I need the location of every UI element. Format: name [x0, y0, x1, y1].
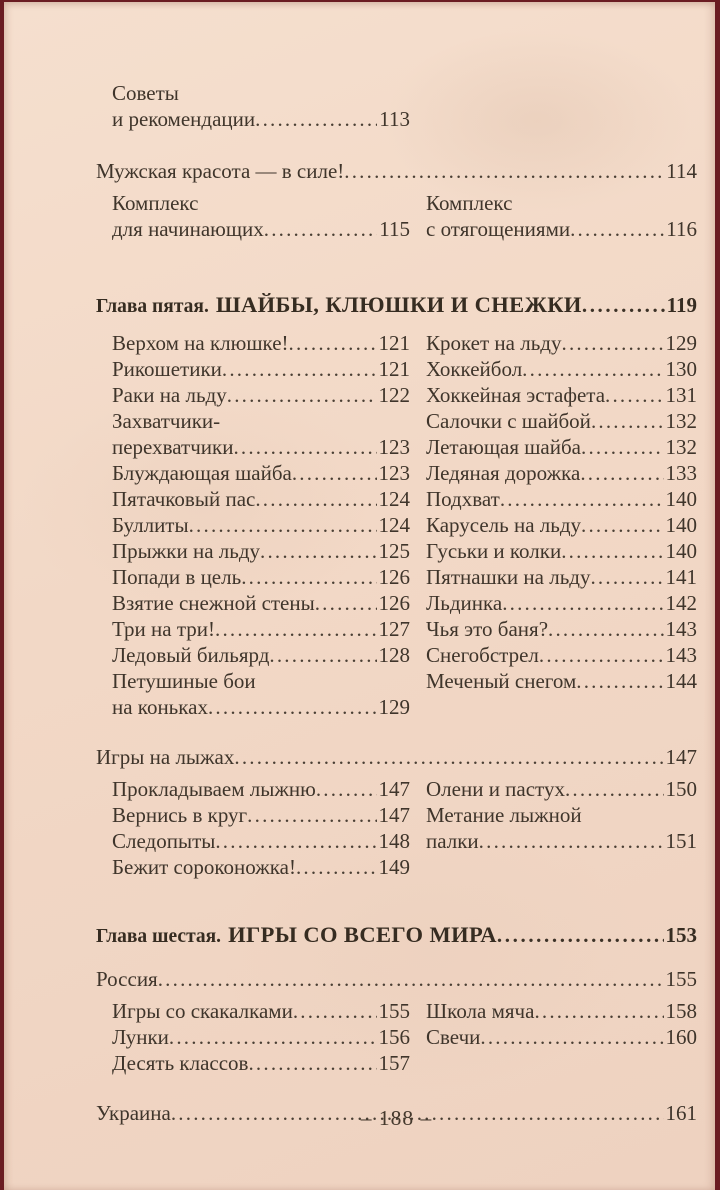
toc-entry	[426, 564, 697, 590]
page-footer	[96, 1106, 697, 1131]
toc-entry-page: 158	[665, 999, 697, 1023]
toc-entry-page: 140	[665, 487, 697, 511]
toc-entry-page: 149	[378, 855, 410, 879]
toc-section-row	[96, 966, 697, 993]
toc-entry-page: 124	[378, 487, 410, 511]
toc-entry-page: 132	[665, 435, 697, 459]
toc-entry	[112, 408, 410, 434]
toc-entry	[112, 1050, 410, 1076]
dot-leader	[480, 1024, 663, 1050]
toc-entry	[426, 382, 697, 408]
toc-entry	[426, 330, 697, 356]
dot-leader	[502, 590, 663, 616]
toc-entry-label: Метание лыжной	[426, 803, 582, 827]
page-number: – 188 –	[360, 1106, 433, 1130]
toc-entry-page: 151	[665, 829, 697, 853]
toc-entry-label: Летающая шайба	[426, 435, 581, 459]
toc-entry-page: 116	[666, 217, 697, 241]
toc-entry	[426, 356, 697, 382]
toc-entry-label: Рикошетики	[112, 357, 222, 381]
toc-columns	[96, 190, 697, 242]
toc-entry-page: 129	[378, 695, 410, 719]
toc-entry-label: Вернись в круг	[112, 803, 248, 827]
dot-leader	[227, 382, 377, 408]
toc-entry	[426, 538, 697, 564]
toc-entry	[426, 776, 697, 802]
toc-chapter	[96, 290, 697, 322]
toc-entry-page: 140	[665, 539, 697, 563]
dot-leader	[581, 434, 664, 460]
dot-leader	[591, 408, 664, 434]
toc-entry	[426, 434, 697, 460]
dot-leader	[234, 744, 663, 771]
toc-entry-page: 140	[665, 513, 697, 537]
toc-section	[96, 966, 697, 993]
toc-entry-label: Ледяная дорожка	[426, 461, 581, 485]
toc-entry-page: 144	[665, 669, 697, 693]
dot-leader	[565, 776, 664, 802]
toc-entry	[112, 802, 410, 828]
toc-entry	[426, 668, 697, 694]
dot-leader	[222, 356, 377, 382]
toc-entry-label: Хоккейная эстафета	[426, 383, 606, 407]
chapter-title: ШАЙБЫ, КЛЮШКИ И СНЕЖКИ	[215, 292, 582, 317]
toc-section-row-label: Украина	[96, 1101, 171, 1125]
toc-entry-label: Пятнашки на льду	[426, 565, 591, 589]
toc-entry	[112, 616, 410, 642]
toc-entry-page: 130	[665, 357, 697, 381]
toc-entry	[426, 828, 697, 854]
toc-entry-label: Крокет на льду	[426, 331, 562, 355]
toc-entry-label: Верхом на клюшке!	[112, 331, 289, 355]
toc-entry-label: Комплекс	[426, 191, 513, 215]
toc-entry-label: Свечи	[426, 1025, 481, 1049]
toc-column-left	[112, 776, 410, 880]
toc-entry	[112, 998, 410, 1024]
dot-leader	[264, 216, 378, 242]
dot-leader	[605, 382, 663, 408]
toc-entry-label: Раки на льду	[112, 383, 227, 407]
toc-entry-page: 160	[665, 1025, 697, 1049]
toc-entry	[112, 216, 410, 242]
dot-leader	[215, 616, 377, 642]
toc-entry-label: Ледовый бильярд	[112, 643, 270, 667]
toc-entry-label: Снегобстрел	[426, 643, 539, 667]
dot-leader	[255, 486, 376, 512]
dot-leader	[241, 564, 376, 590]
dot-leader	[292, 460, 377, 486]
toc-entry	[112, 590, 410, 616]
toc-chapter-row	[96, 290, 697, 322]
toc-columns	[96, 330, 697, 720]
toc-entry-page: 125	[378, 539, 410, 563]
toc-entry	[112, 382, 410, 408]
toc-entry-page: 131	[665, 383, 697, 407]
toc-column-right	[426, 330, 697, 720]
dot-leader	[562, 330, 664, 356]
toc-entry	[426, 616, 697, 642]
dot-leader	[479, 828, 664, 854]
toc-entry	[112, 538, 410, 564]
toc-entry	[112, 776, 410, 802]
toc-entry	[426, 190, 697, 216]
toc-entry-label: Салочки с шайбой	[426, 409, 591, 433]
toc-entry-label: Бежит сороконожка!	[112, 855, 296, 879]
chapter-page: 119	[666, 293, 697, 317]
toc-entry	[112, 80, 410, 106]
dot-leader	[293, 998, 377, 1024]
toc-column-left	[112, 80, 410, 132]
toc-section-row-page: 155	[665, 967, 697, 991]
chapter-prefix: Глава пятая.	[96, 296, 209, 317]
dot-leader	[581, 512, 663, 538]
toc-entry-page: 150	[665, 777, 697, 801]
toc-entry	[112, 486, 410, 512]
toc-entry-page: 133	[665, 461, 697, 485]
page-paper	[4, 2, 715, 1190]
toc-entry	[112, 356, 410, 382]
toc-entry-page: 121	[378, 331, 410, 355]
toc-entry-label: Буллиты	[112, 513, 189, 537]
dot-leader	[255, 106, 377, 132]
dot-leader	[208, 694, 377, 720]
dot-leader	[269, 642, 376, 668]
toc-entry	[112, 694, 410, 720]
toc-section-row	[96, 158, 697, 185]
dot-leader	[260, 538, 376, 564]
toc-entry	[426, 1024, 697, 1050]
dot-leader	[215, 828, 376, 854]
dot-leader	[561, 538, 663, 564]
toc-column-right	[426, 190, 697, 242]
toc-entry	[426, 512, 697, 538]
toc-entry-page: 123	[378, 461, 410, 485]
toc-entry-page: 124	[378, 513, 410, 537]
toc-entry-label: Петушиные бои	[112, 669, 256, 693]
toc-entry-label: Прокладываем лыжню	[112, 777, 316, 801]
toc-entry-label: Льдинка	[426, 591, 503, 615]
toc-column-right	[426, 998, 697, 1076]
toc-entry-label: Десять классов	[112, 1051, 249, 1075]
toc-chapter	[96, 920, 697, 952]
table-of-contents	[4, 80, 715, 1127]
toc-entry-label: палки	[426, 829, 479, 853]
toc-entry-label: Прыжки на льду	[112, 539, 261, 563]
toc-entry-page: 121	[378, 357, 410, 381]
toc-column-left	[112, 998, 410, 1076]
dot-leader	[158, 966, 664, 993]
toc-entry-label: Комплекс	[112, 191, 199, 215]
toc-entry	[426, 408, 697, 434]
dot-leader	[296, 854, 377, 880]
toc-section-row-page: 147	[665, 745, 697, 769]
toc-column-right	[426, 776, 697, 880]
dot-leader	[522, 356, 663, 382]
toc-entry	[112, 460, 410, 486]
toc-entry-page: 122	[378, 383, 410, 407]
toc-entry-page: 147	[378, 803, 410, 827]
toc-column-right	[426, 80, 697, 132]
chapter-page: 153	[665, 923, 697, 947]
dot-leader	[316, 776, 377, 802]
toc-entry-label: Взятие снежной стены	[112, 591, 315, 615]
toc-column-left	[112, 190, 410, 242]
toc-entry	[112, 854, 410, 880]
dot-leader	[233, 434, 376, 460]
chapter-prefix: Глава шестая.	[96, 926, 222, 947]
toc-entry-label: и рекомендации	[112, 107, 256, 131]
dot-leader	[247, 802, 376, 828]
dot-leader	[580, 460, 663, 486]
toc-entry-label: Меченый снегом	[426, 669, 577, 693]
toc-entry-label: Гуськи и колки	[426, 539, 562, 563]
dot-leader	[548, 616, 663, 642]
toc-section-row-label: Мужская красота — в силе!	[96, 159, 345, 183]
dot-leader	[534, 998, 663, 1024]
toc-entry-page: 126	[378, 591, 410, 615]
toc-entry-label: Попади в цель	[112, 565, 242, 589]
dot-leader	[169, 1024, 377, 1050]
toc-entry-label: Подхват	[426, 487, 500, 511]
toc-entry-label: перехватчики	[112, 435, 234, 459]
toc-entry-page: 123	[378, 435, 410, 459]
toc-chapter-row	[96, 920, 697, 952]
toc-entry-page: 127	[378, 617, 410, 641]
toc-section-row-page: 161	[665, 1101, 697, 1125]
toc-entry-label: Три на три!	[112, 617, 215, 641]
toc-column-left	[112, 330, 410, 720]
dot-leader	[570, 216, 664, 242]
toc-entry-page: 155	[378, 999, 410, 1023]
toc-entry-page: 129	[665, 331, 697, 355]
toc-entry	[112, 668, 410, 694]
toc-entry	[112, 330, 410, 356]
toc-entry-label: Карусель на льду	[426, 513, 582, 537]
dot-leader	[497, 920, 664, 950]
toc-section-row	[96, 744, 697, 771]
toc-entry-label: на коньках	[112, 695, 208, 719]
toc-entry-label: Советы	[112, 81, 179, 105]
toc-columns	[96, 80, 697, 132]
dot-leader	[576, 668, 663, 694]
toc-entry	[112, 512, 410, 538]
toc-section-row-label: Игры на лыжах	[96, 745, 235, 769]
toc-entry	[112, 434, 410, 460]
toc-entry	[426, 460, 697, 486]
toc-entry-label: Школа мяча	[426, 999, 535, 1023]
toc-blocks	[96, 80, 697, 1127]
dot-leader	[315, 590, 377, 616]
toc-entry-page: 156	[378, 1025, 410, 1049]
toc-entry-page: 128	[378, 643, 410, 667]
toc-entry-page: 143	[665, 643, 697, 667]
toc-entry-page: 147	[378, 777, 410, 801]
toc-entry	[426, 998, 697, 1024]
toc-entry	[426, 802, 697, 828]
dot-leader	[248, 1050, 376, 1076]
toc-entry-page: 126	[378, 565, 410, 589]
toc-entry-label: Следопыты	[112, 829, 216, 853]
chapter-title: ИГРЫ СО ВСЕГО МИРА	[228, 922, 497, 947]
toc-entry-label: Захватчики-	[112, 409, 221, 433]
toc-entry	[112, 828, 410, 854]
toc-entry-label: Олени и пастух	[426, 777, 565, 801]
toc-section-row-page: 114	[666, 159, 697, 183]
toc-entry	[112, 106, 410, 132]
toc-entry-label: Блуждающая шайба	[112, 461, 292, 485]
toc-entry	[112, 564, 410, 590]
toc-entry-label: с отягощениями	[426, 217, 571, 241]
toc-entry	[112, 642, 410, 668]
toc-entry-label: Игры со скакалками	[112, 999, 293, 1023]
dot-leader	[539, 642, 664, 668]
toc-entry-label: Лунки	[112, 1025, 169, 1049]
toc-section-row-label: Россия	[96, 967, 158, 991]
toc-entry	[426, 590, 697, 616]
toc-columns	[96, 998, 697, 1076]
toc-entry	[426, 486, 697, 512]
toc-entry-page: 143	[665, 617, 697, 641]
toc-entry-page: 141	[665, 565, 697, 589]
toc-entry-label: Хоккейбол	[426, 357, 523, 381]
toc-entry-page: 115	[379, 217, 410, 241]
dot-leader	[590, 564, 663, 590]
toc-entry-label: Пятачковый пас	[112, 487, 256, 511]
dot-leader	[500, 486, 664, 512]
toc-section	[96, 744, 697, 771]
dot-leader	[189, 512, 377, 538]
toc-entry	[112, 1024, 410, 1050]
dot-leader	[289, 330, 377, 356]
toc-section	[96, 158, 697, 185]
dot-leader	[344, 158, 664, 185]
toc-entry	[112, 190, 410, 216]
toc-entry-page: 148	[378, 829, 410, 853]
toc-entry-page: 132	[665, 409, 697, 433]
toc-columns	[96, 776, 697, 880]
toc-entry-page: 157	[378, 1051, 410, 1075]
toc-entry-page: 142	[665, 591, 697, 615]
toc-entry-label: для начинающих	[112, 217, 264, 241]
toc-entry-page: 113	[379, 107, 410, 131]
toc-entry	[426, 642, 697, 668]
dot-leader	[582, 290, 665, 320]
toc-entry-label: Чья это баня?	[426, 617, 549, 641]
toc-entry	[426, 216, 697, 242]
